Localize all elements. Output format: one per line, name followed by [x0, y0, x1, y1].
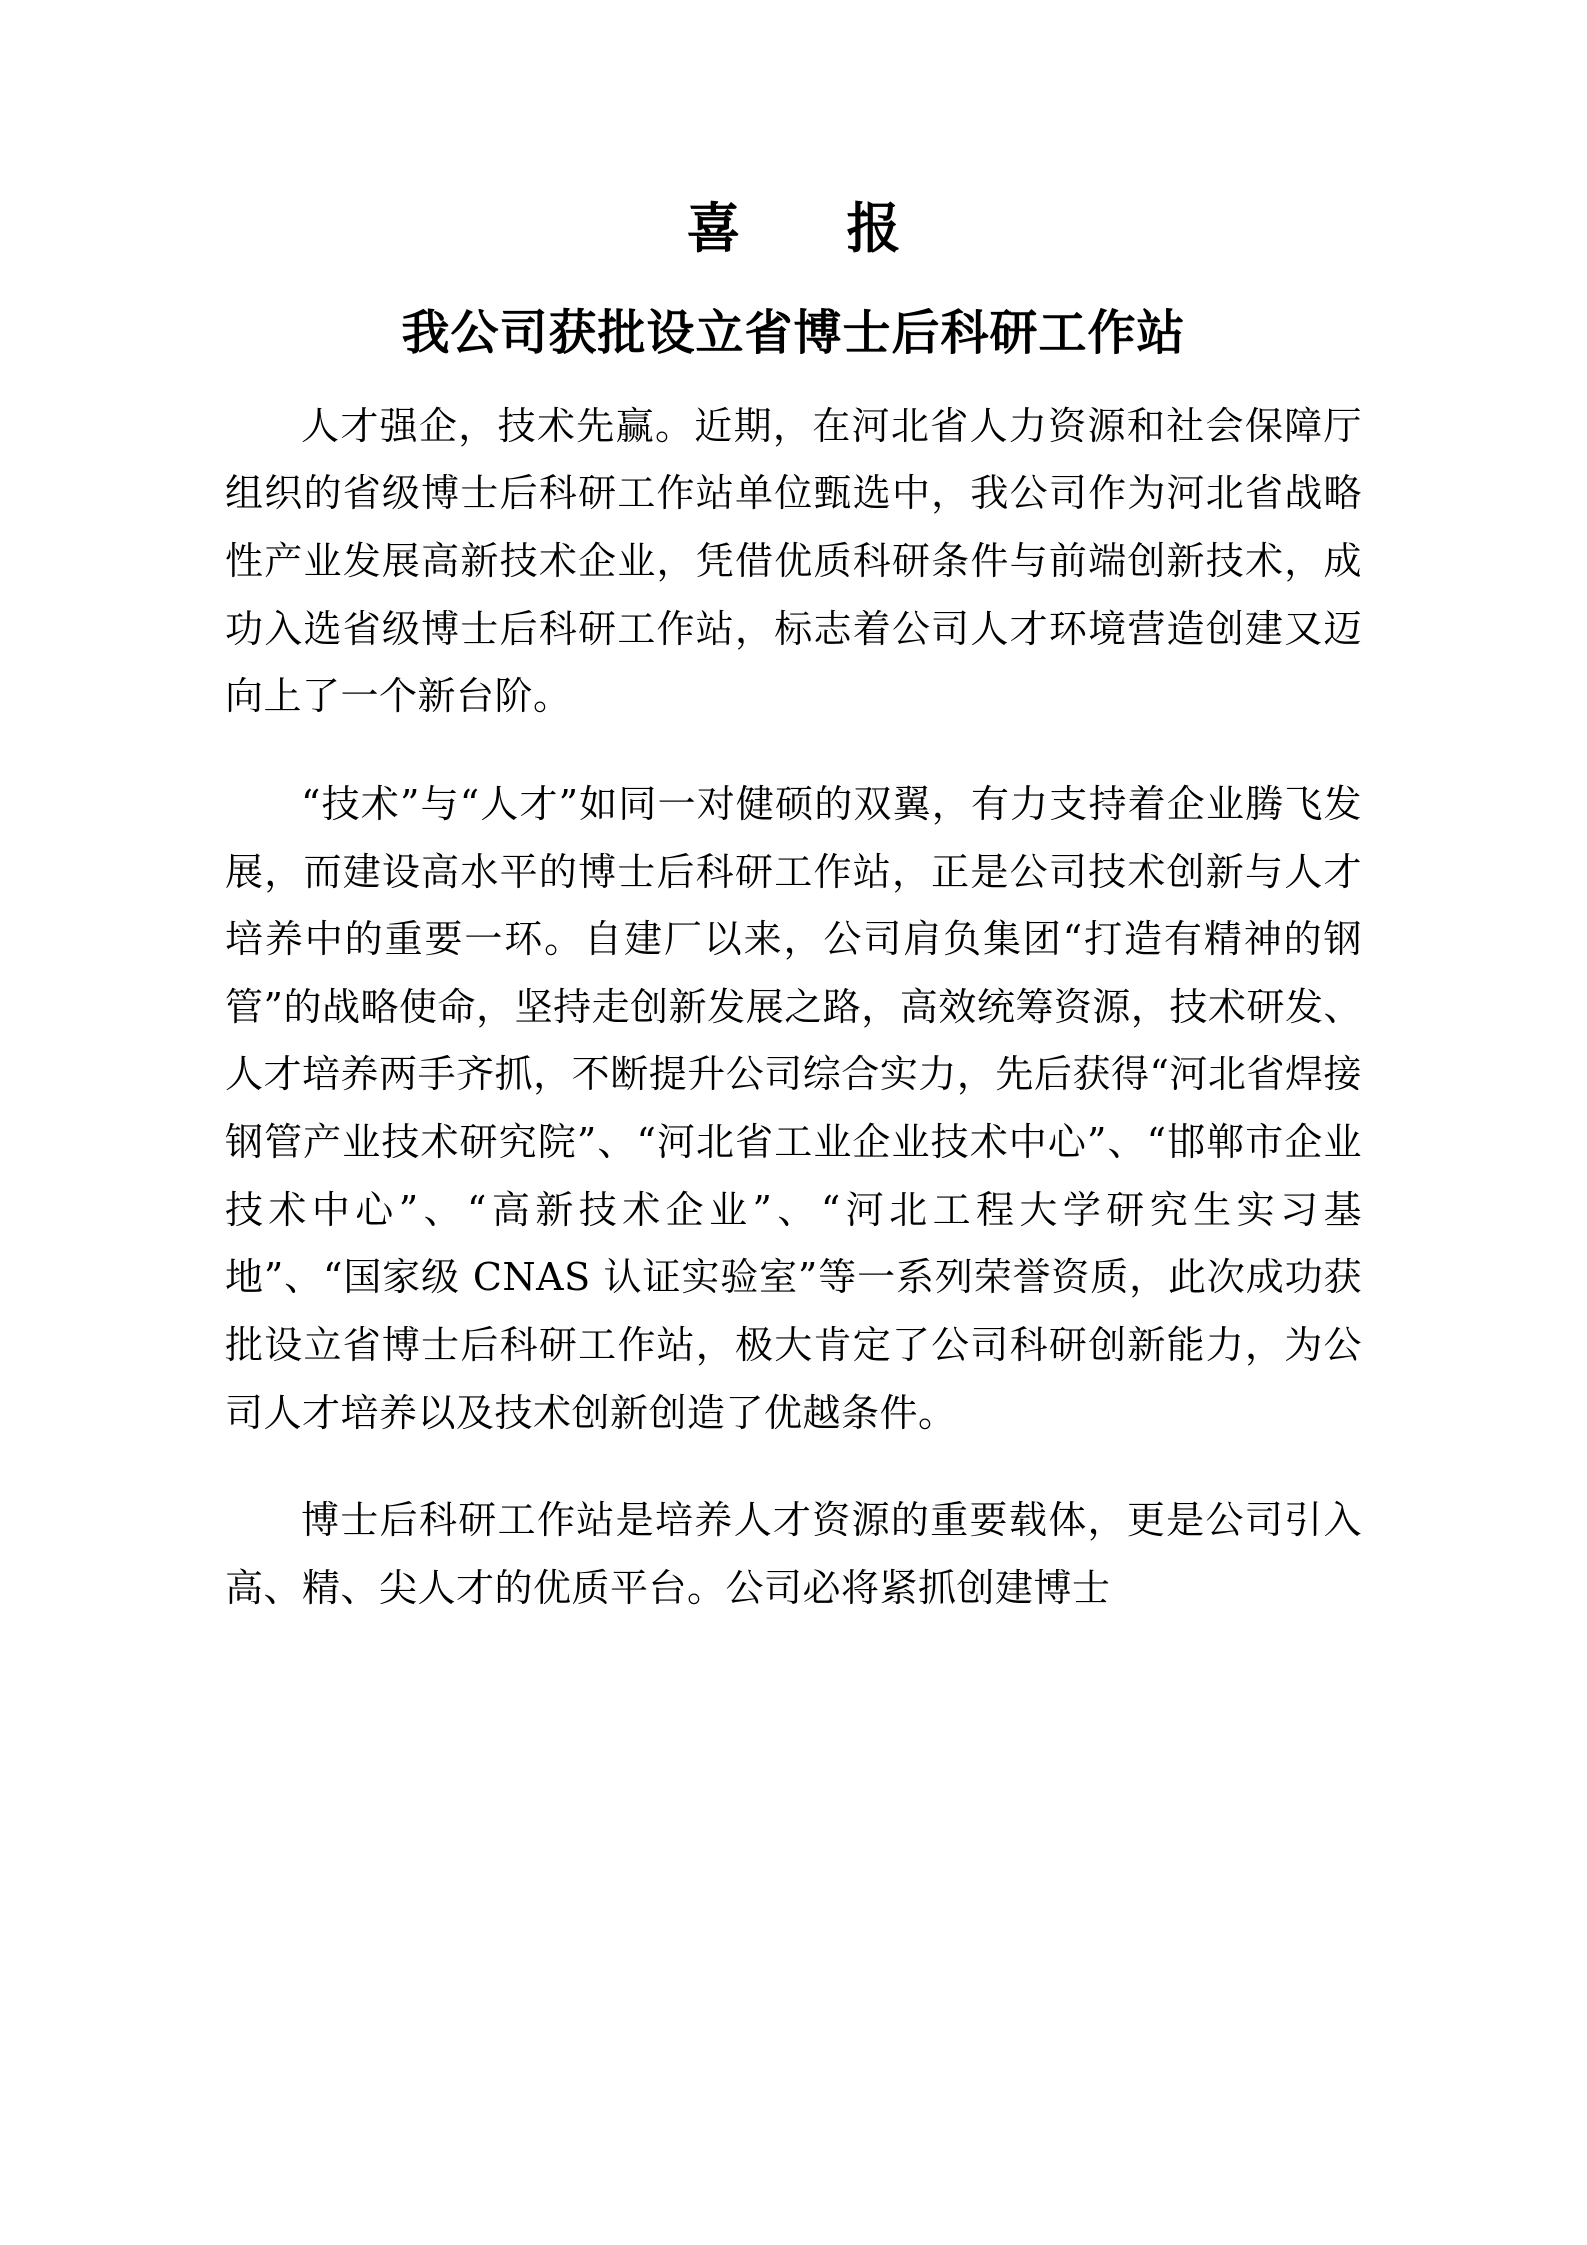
page-title: 喜 报	[686, 196, 927, 260]
page-subtitle: 我公司获批设立省博士后科研工作站	[401, 304, 1186, 361]
paragraph: 人才强企，技术先赢。近期，在河北省人力资源和社会保障厅组织的省级博士后科研工作站单位甄选中，我公司作为河北省战略性产业发展高新技术企业，凭借优质科研条件与前端创新技术，成功入选省级博士后科研工作站，标志着公司人才环境营造创建又迈向上了一个新台阶。	[225, 403, 1362, 719]
paragraph: “技术”与“人才”如同一对健硕的双翼，有力支持着企业腾飞发展，而建设高水平的博士后科研工作站，正是公司技术创新与人才培养中的重要一环。自建厂以来，公司肩负集团“打造有精神的钢管”的战略使命，坚持走创新发展之路，高效统筹资源，技术研发、人才培养两手齐抓，不断提升公司综合实力，先后获得“河北省焊接钢管产业技术研究院”、“河北省工业企业技术中心”、“邯郸市企业技术中心”、“高新技术企业”、“河北工程大学研究生实习基地”、“国家级 CNAS 认证实验室”等一系列荣誉资质，此次成功获批设立省博士后科研工作站，极大肯定了公司科研创新能力，为公司人才培养以及技术创新创造了优越条件。	[225, 781, 1362, 1435]
document-body	[225, 363, 1362, 1623]
paragraph: 博士后科研工作站是培养人才资源的重要载体，更是公司引入高、精、尖人才的优质平台。公司必将紧抓创建博士	[225, 1498, 1362, 1610]
